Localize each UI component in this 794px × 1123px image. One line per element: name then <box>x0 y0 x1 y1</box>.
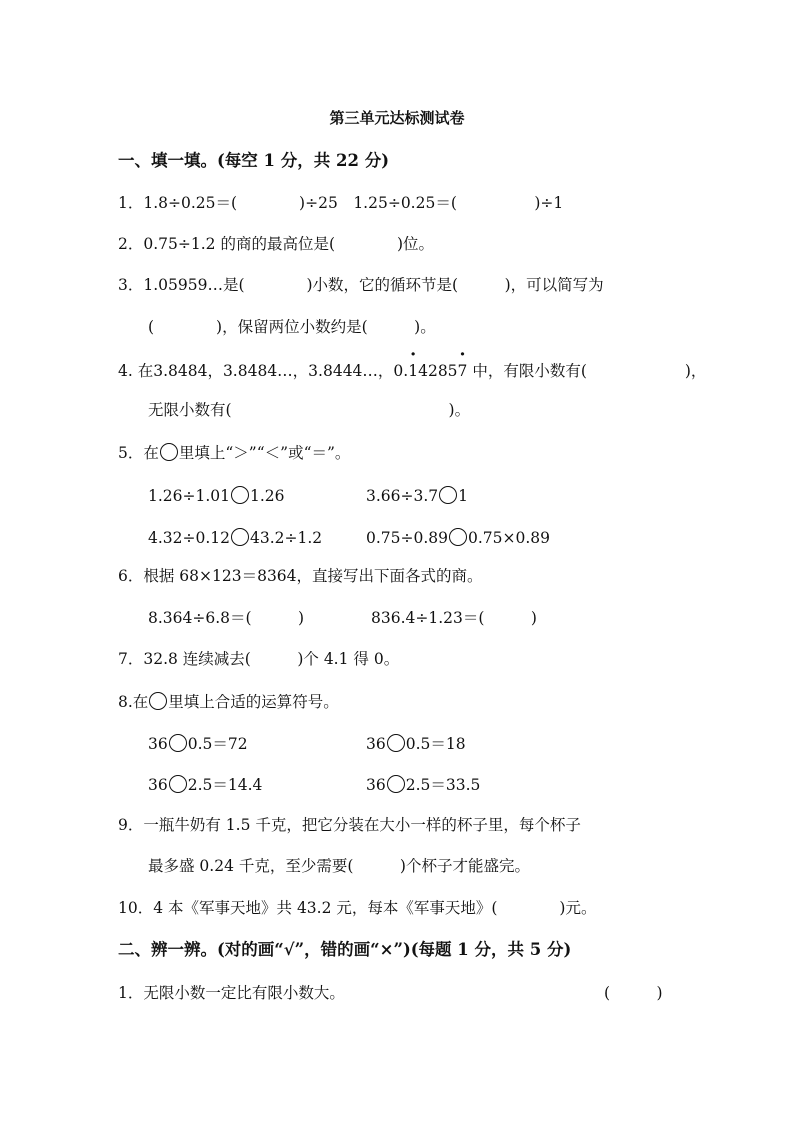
q5-item-4 <box>366 528 550 548</box>
q4-middle-digits: 4285 <box>418 362 458 380</box>
q6-item-2: 836.4÷1.23＝( ) <box>371 609 537 627</box>
question-4-line2: 无限小数有( )。 <box>148 401 471 419</box>
q8-item-1-right: 0.5＝72 <box>187 735 248 753</box>
q8-prefix: 8.在 <box>118 693 149 711</box>
question-4-line1 <box>118 361 706 381</box>
compare-circle-icon <box>160 443 178 461</box>
section2-q1-answer-blank[interactable]: ( ) <box>604 984 663 1002</box>
question-3-line1: 3．1.05959…是( )小数，它的循环节是( )，可以简写为 <box>118 276 604 294</box>
question-6: 6．根据 68×123＝8364，直接写出下面各式的商。 <box>118 567 483 585</box>
q8-item-3-left: 36 <box>148 776 168 794</box>
q5-item-4-left: 0.75÷0.89 <box>366 529 449 547</box>
question-9-line1: 9．一瓶牛奶有 1.5 千克，把它分装在大小一样的杯子里，每个杯子 <box>118 816 581 834</box>
question-5 <box>118 443 350 463</box>
q5-item-3-right: 43.2÷1.2 <box>250 529 323 547</box>
q5-instruction: 里填上“＞”“＜”或“＝”。 <box>178 444 351 462</box>
q5-item-3 <box>148 528 322 548</box>
answer-circle-icon[interactable] <box>387 734 405 752</box>
q4-repeat-start-digit: · 1 <box>408 361 418 381</box>
answer-circle-icon[interactable] <box>169 734 187 752</box>
question-9-line2: 最多盛 0.24 千克，至少需要( )个杯子才能盛完。 <box>148 857 530 875</box>
section2-question-1: 1．无限小数一定比有限小数大。 <box>118 984 345 1002</box>
answer-circle-icon[interactable] <box>231 528 249 546</box>
q5-item-2 <box>366 486 468 506</box>
answer-circle-icon[interactable] <box>169 775 187 793</box>
answer-circle-icon[interactable] <box>449 528 467 546</box>
q5-item-4-right: 0.75×0.89 <box>468 529 551 547</box>
q5-item-2-right: 1 <box>458 487 469 505</box>
question-2: 2．0.75÷1.2 的商的最高位是( )位。 <box>118 235 435 253</box>
question-1: 1．1.8÷0.25＝( )÷25 1.25÷0.25＝( )÷1 <box>118 194 564 212</box>
question-10: 10．4 本《军事天地》共 43.2 元，每本《军事天地》( )元。 <box>118 899 597 917</box>
section1-heading: 一、填一填。(每空 1 分，共 22 分) <box>118 151 390 170</box>
q8-item-2-left: 36 <box>366 735 386 753</box>
q8-item-4-left: 36 <box>366 776 386 794</box>
q8-item-1-left: 36 <box>148 735 168 753</box>
operator-circle-icon <box>149 692 167 710</box>
q8-item-2-right: 0.5＝18 <box>405 735 466 753</box>
q8-item-4-right: 2.5＝33.5 <box>405 776 481 794</box>
answer-circle-icon[interactable] <box>439 486 457 504</box>
q4-prefix: 4. 在3.8484，3.8484…，3.8444…，0. <box>118 362 409 380</box>
q5-item-2-left: 3.66÷3.7 <box>366 487 439 505</box>
answer-circle-icon[interactable] <box>231 486 249 504</box>
answer-circle-icon[interactable] <box>387 775 405 793</box>
question-8 <box>118 692 339 712</box>
q5-item-1 <box>148 486 285 506</box>
q5-item-1-left: 1.26÷1.01 <box>148 487 231 505</box>
q8-item-4 <box>366 775 480 795</box>
page-title: 第三单元达标测试卷 <box>329 109 465 127</box>
question-3-line2: ( )，保留两位小数约是( )。 <box>148 318 436 336</box>
q6-item-1: 8.364÷6.8＝( ) <box>148 609 305 627</box>
section2-heading: 二、辨一辨。(对的画“√”，错的画“×”)(每题 1 分，共 5 分) <box>118 940 572 959</box>
q4-repeat-end-digit: · 7 <box>458 361 468 381</box>
q5-item-1-right: 1.26 <box>250 487 285 505</box>
q8-instruction: 里填上合适的运算符号。 <box>168 693 339 711</box>
q8-item-1 <box>148 734 248 754</box>
q5-prefix: 5．在 <box>118 444 159 462</box>
q8-item-3-right: 2.5＝14.4 <box>187 776 263 794</box>
q8-item-3 <box>148 775 262 795</box>
q4-suffix: 中，有限小数有( )， <box>467 362 707 380</box>
q8-item-2 <box>366 734 466 754</box>
q5-item-3-left: 4.32÷0.12 <box>148 529 231 547</box>
question-7: 7．32.8 连续减去( )个 4.1 得 0。 <box>118 650 400 668</box>
